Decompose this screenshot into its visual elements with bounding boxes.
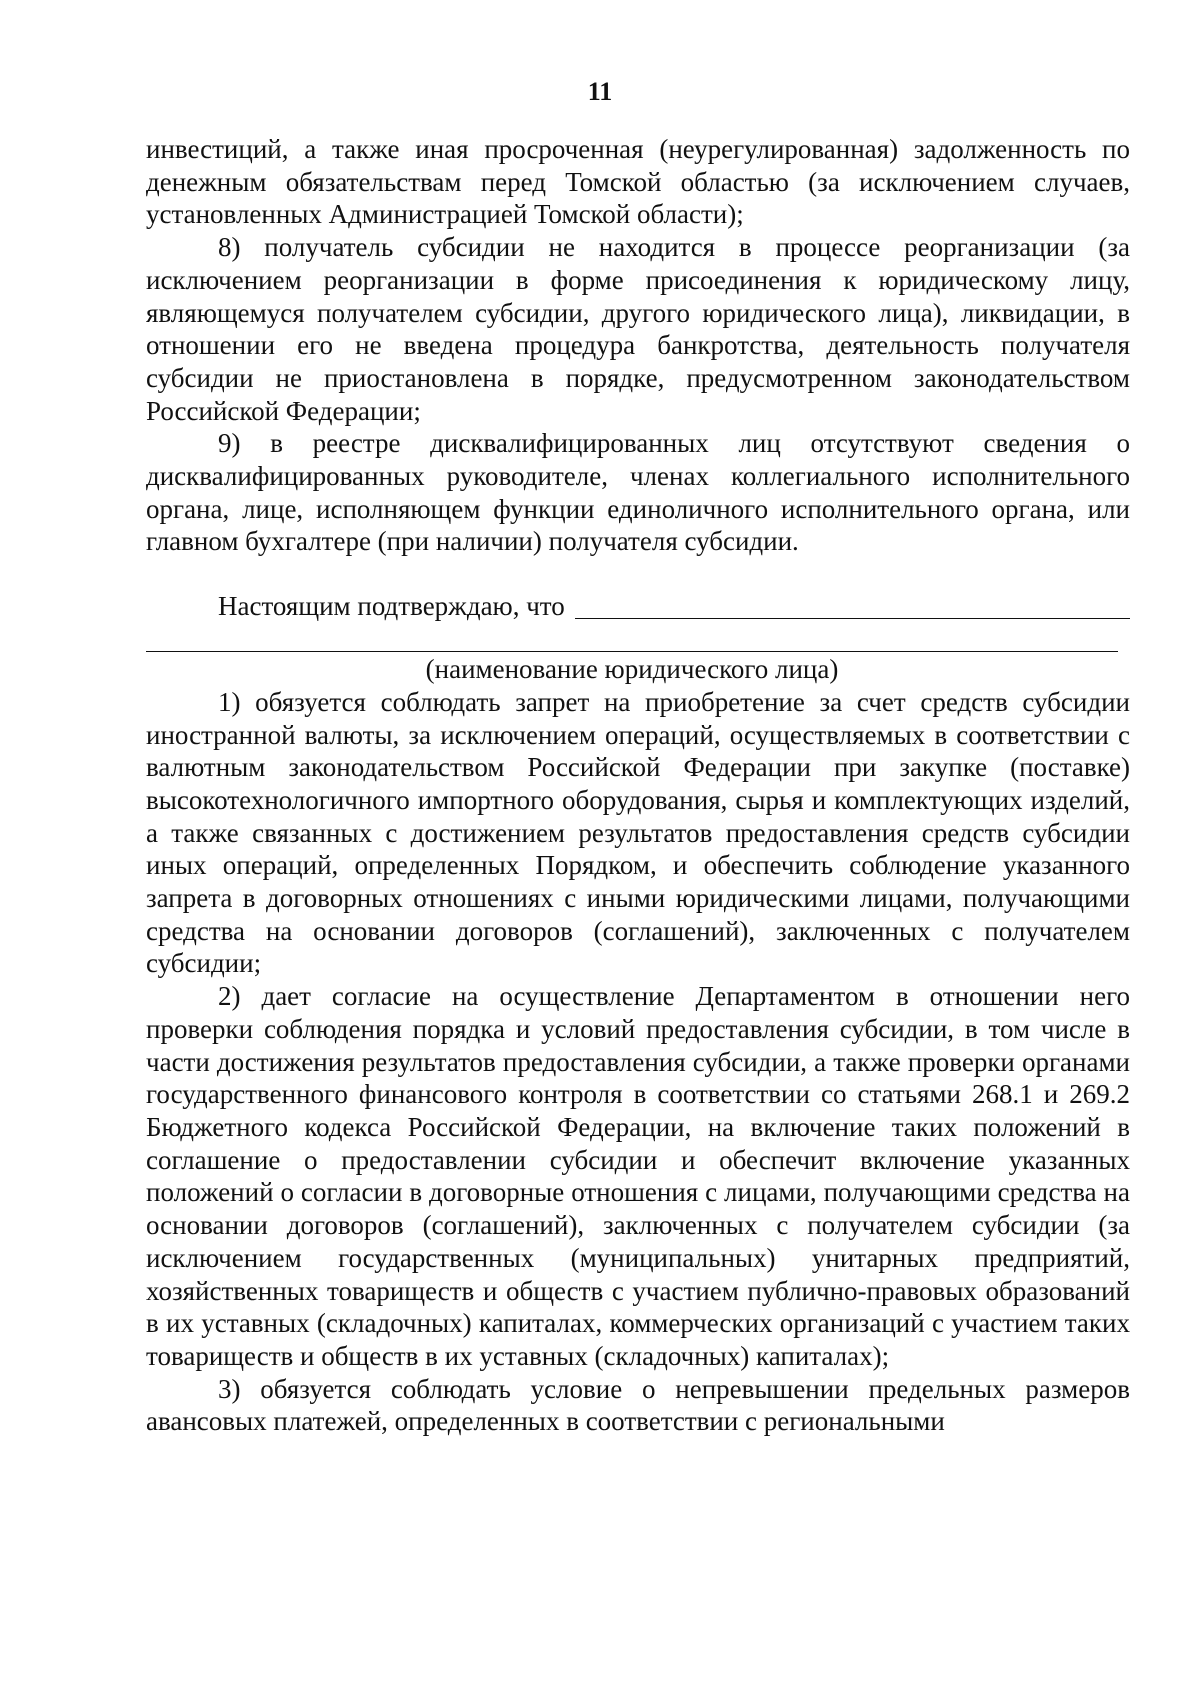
document-body — [146, 133, 1130, 1438]
page-number: 11 — [587, 77, 613, 106]
paragraph-debt-continuation: инвестиций, а также иная просроченная (неурегулированная) задолженность по денежным обязательствам перед Томской областью (за исключением случаев, установленных Администрацией Томской области); — [146, 134, 1130, 230]
paragraph-obligation-1: 1) обязуется соблюдать запрет на приобретение за счет средств субсидии иностранной валюты, за исключением операций, осуществляемых в соответствии с валютным законодательством Российской Федерации при закупке (поставке) высокотехнологичного импортного оборудования, сырья и комплектующих изделий, а также связанных с достижением результатов предоставления средств субсидии иных операций, определенных Порядком, и обеспечить соблюдение указанного запрета в договорных отношениях с иными юридическими лицами, получающими средства на основании договоров (соглашений), заключенных с получателем субсидии; — [146, 686, 1130, 979]
paragraph-item-9: 9) в реестре дисквалифицированных лиц отсутствуют сведения о дисквалифицированных руководителе, членах коллегиального исполнительного органа, лице, исполняющем функции единоличного исполнительного органа, или главном бухгалтере (при наличии) получателя субсидии. — [146, 428, 1130, 557]
entity-name-blank-field-continuation[interactable] — [146, 631, 1118, 652]
paragraph-obligation-2: 2) дает согласие на осуществление Департаментом в отношении него проверки соблюдения порядка и условий предоставления субсидии, в том числе в части достижения результатов предоставления субсидии, а также проверки органами государственного финансового контроля в соответствии со статьями 268.1 и 269.2 Бюджетного кодекса Российской Федерации, на включение таких положений в соглашение о предоставлении субсидии и обеспечит включение указанных положений о согласии в договорные отношения с лицами, получающими средства на основании договоров (соглашений), заключенных с получателем субсидии (за исключением государственных (муниципальных) унитарных предприятий, хозяйственных товариществ и обществ с участием публично-правовых образований в их уставных (складочных) капиталах, коммерческих организаций с участием таких товариществ и обществ в их уставных (складочных) капиталах); — [146, 981, 1130, 1371]
confirmation-text: Настоящим подтверждаю, что — [218, 591, 565, 622]
paragraph-obligation-3: 3) обязуется соблюдать условие о непревышении предельных размеров авансовых платежей, определенных в соответствии с региональными — [146, 1373, 1130, 1437]
entity-name-caption: (наименование юридического лица) — [425, 654, 839, 685]
blank-line — [146, 558, 1130, 590]
confirmation-line — [146, 590, 1130, 623]
entity-name-blank-field[interactable] — [575, 592, 1130, 619]
paragraph-item-8: 8) получатель субсидии не находится в процессе реорганизации (за исключением реорганизации в форме присоединения к юридическому лицу, являющемуся получателем субсидии, другого юридического лица), ликвидации, в отношении его не введена процедура банкротства, деятельность получателя субсидии не приостановлена в порядке, предусмотренном законодательством Российской Федерации; — [146, 232, 1130, 426]
